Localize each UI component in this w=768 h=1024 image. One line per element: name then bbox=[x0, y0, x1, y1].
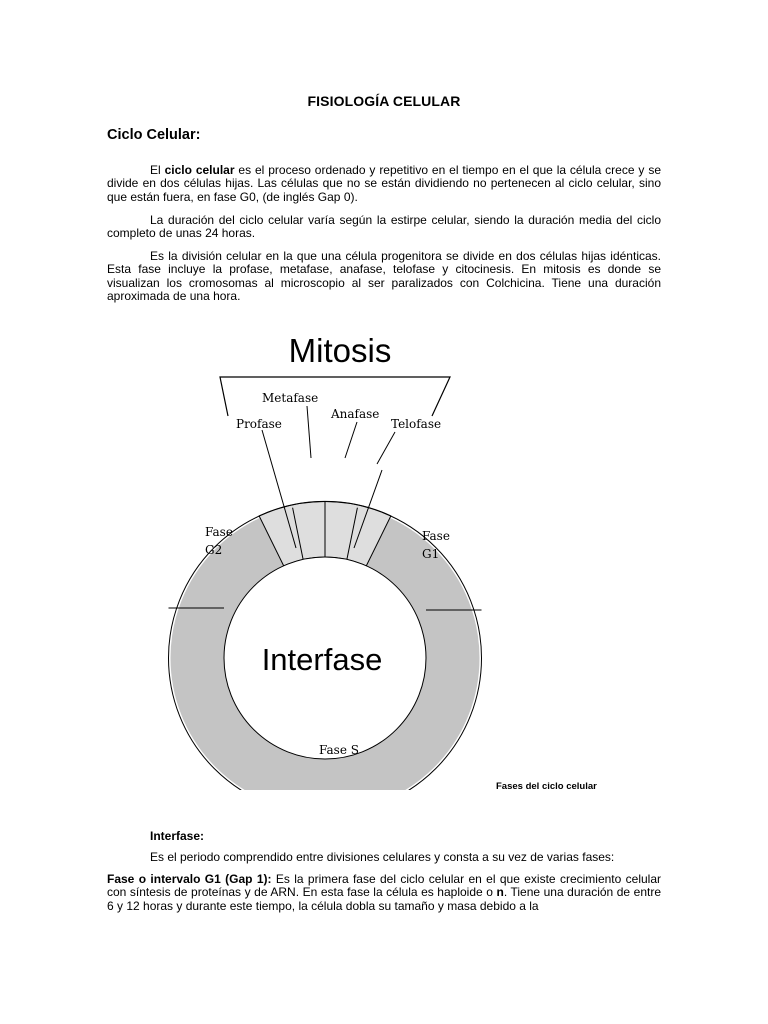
metafase-label: Metafase bbox=[262, 391, 319, 405]
text-run: . Tiene una duración de entre 6 y 12 horas y durante este tiempo, la célula dobla su tamaño y masa debido a la bbox=[107, 885, 661, 913]
section-heading: Ciclo Celular: bbox=[107, 127, 201, 143]
anafase-label: Anafase bbox=[331, 407, 380, 421]
text-run: Es la primera fase del ciclo celular en el que existe crecimiento celular con síntesis de proteínas y de ARN. En esta fase la célula es haploide o bbox=[107, 872, 662, 900]
text-run: es el proceso ordenado y repetitivo en el tiempo en el que la célula crece y se divide en dos células hijas. Las células que no se están dividiendo no pertenecen al ciclo celular, sino que están fuera, en fase G0, (de inglés Gap 0). bbox=[107, 163, 661, 204]
metafase-pointer bbox=[307, 406, 311, 458]
fase-g2-label-line1: Fase bbox=[205, 525, 233, 539]
fase-g2-label-line2: G2 bbox=[205, 543, 223, 557]
paragraph-duracion: La duración del ciclo celular varía según la estirpe celular, siendo la duración media del ciclo completo de unas 24 horas. bbox=[107, 213, 661, 241]
mitosis-label: Mitosis bbox=[288, 332, 392, 369]
paragraph-interfase: Es el periodo comprendido entre divisiones celulares y consta a su vez de varias fases: bbox=[150, 850, 615, 864]
paragraph-mitosis: Es la división celular en la que una célula progenitora se divide en dos células hijas idénticas. Esta fase incluye la profase, metafase, anafase, telofase y citocinesis. En mitosis es donde se visualizan los cromosomas al microscopio al ser paralizados con Colchicina. Tiene una duración aproximada de una hora. bbox=[107, 249, 661, 303]
figure-caption: Fases del ciclo celular bbox=[496, 781, 597, 792]
bold-term: ciclo celular bbox=[164, 163, 235, 177]
interfase-label: Interfase bbox=[261, 642, 383, 677]
anafase-pointer bbox=[345, 422, 357, 458]
fase-g1-label-line2: G1 bbox=[422, 547, 440, 561]
text-run: El bbox=[150, 163, 165, 177]
bold-term: Fase o intervalo G1 (Gap 1): bbox=[107, 872, 272, 886]
fase-g1-label-line1: Fase bbox=[422, 529, 450, 543]
bold-term: n bbox=[496, 885, 504, 900]
profase-label: Profase bbox=[236, 417, 282, 431]
telofase-pointer bbox=[377, 432, 395, 464]
page-title: FISIOLOGÍA CELULAR bbox=[307, 93, 461, 109]
paragraph-ciclo-celular bbox=[107, 164, 661, 204]
interfase-heading: Interfase: bbox=[150, 829, 205, 843]
cell-cycle-diagram bbox=[150, 330, 500, 790]
telofase-label: Telofase bbox=[391, 417, 442, 431]
fase-s-label: Fase S bbox=[319, 743, 359, 757]
paragraph-fase-g1 bbox=[107, 873, 661, 913]
